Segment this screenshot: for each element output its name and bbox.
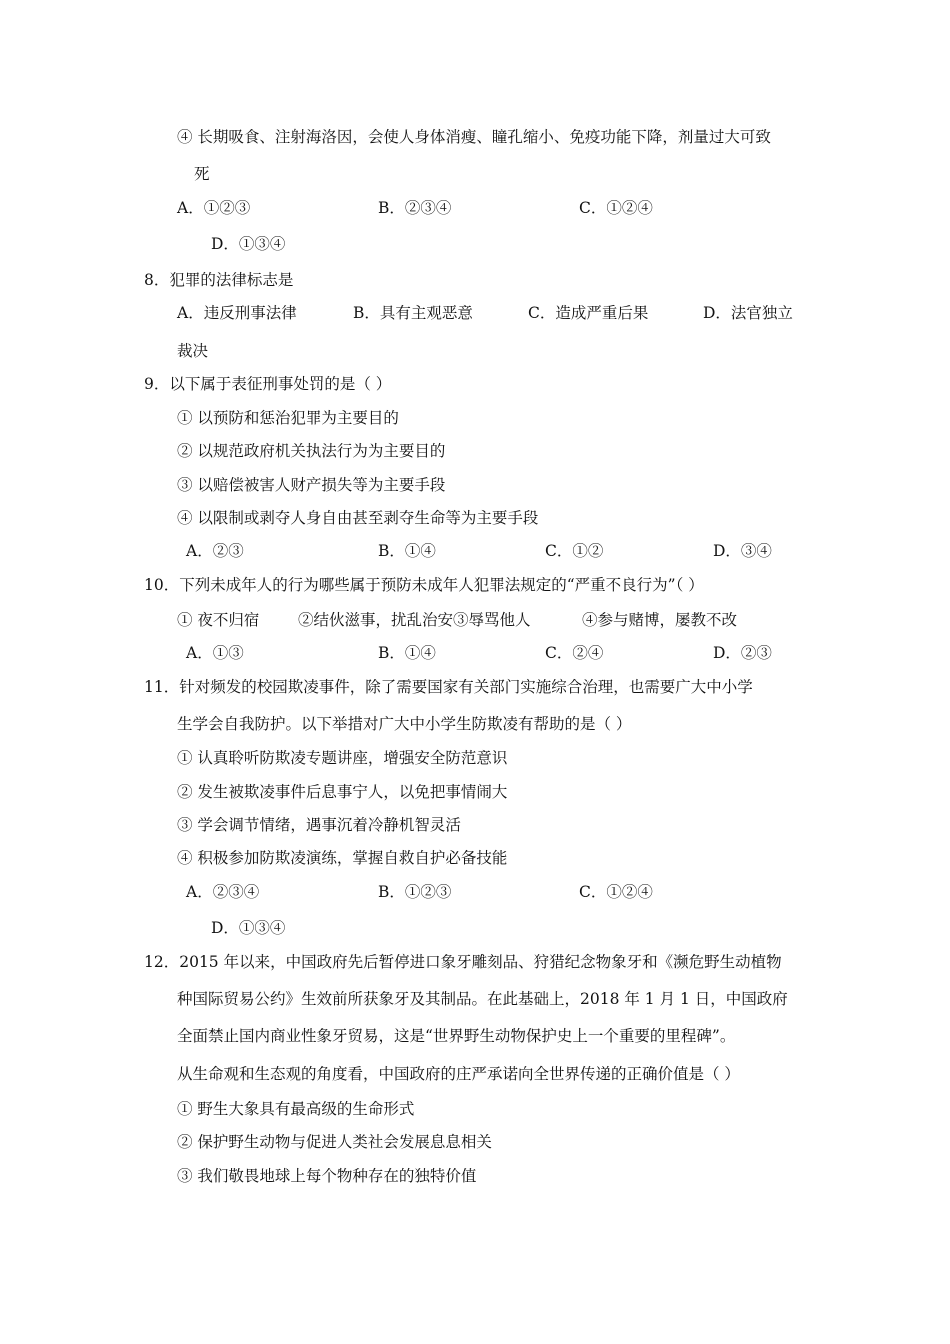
q7-statement-4-line1: ④ 长期吸食、注射海洛因，会使人身体消瘦、瞳孔缩小、免疫功能下降，剂量过大可致: [177, 128, 771, 146]
q10-option-b[interactable]: B．①④: [378, 644, 436, 662]
q12-statement-1: ① 野生大象具有最高级的生命形式: [177, 1100, 415, 1118]
q11-option-c[interactable]: C．①②④: [579, 883, 653, 901]
q8-option-a[interactable]: A．违反刑事法律: [177, 304, 297, 322]
q11-stem-line2: 生学会自我防护。以下举措对广大中小学生防欺凌有帮助的是（ ）: [177, 715, 632, 733]
q9-statement-4: ④ 以限制或剥夺人身自由甚至剥夺生命等为主要手段: [177, 509, 539, 527]
q10-statement-1: ① 夜不归宿: [177, 611, 260, 629]
q9-statement-3: ③ 以赔偿被害人财产损失等为主要手段: [177, 476, 446, 494]
q7-statement-4-line2: 死: [194, 165, 210, 183]
q10-statement-4: ④参与赌博，屡教不改: [582, 611, 738, 629]
q9-option-c[interactable]: C．①②: [545, 542, 604, 560]
q12-stem-line3: 全面禁止国内商业性象牙贸易，这是“世界野生动物保护史上一个重要的里程碑”。: [177, 1027, 736, 1045]
q8-option-d[interactable]: D．法官独立: [703, 304, 793, 322]
q12-statement-2: ② 保护野生动物与促进人类社会发展息息相关: [177, 1133, 492, 1151]
q9-statement-2: ② 以规范政府机关执法行为为主要目的: [177, 442, 446, 460]
q11-option-a[interactable]: A．②③④: [186, 883, 260, 901]
q9-stem: 9．以下属于表征刑事处罚的是（ ）: [144, 375, 392, 393]
q11-statement-4: ④ 积极参加防欺凌演练，掌握自救自护必备技能: [177, 849, 508, 867]
q12-stem-line4: 从生命观和生态观的角度看，中国政府的庄严承诺向全世界传递的正确价值是（ ）: [177, 1065, 740, 1083]
q10-stem: 10．下列未成年人的行为哪些属于预防未成年人犯罪法规定的“严重不良行为”（ ）: [144, 576, 704, 594]
q7-option-c[interactable]: C．①②④: [579, 199, 653, 217]
q10-option-c[interactable]: C．②④: [545, 644, 604, 662]
q9-option-b[interactable]: B．①④: [378, 542, 436, 560]
q11-statement-2: ② 发生被欺凌事件后息事宁人，以免把事情闹大: [177, 783, 508, 801]
q12-stem-line1: 12．2015 年以来，中国政府先后暂停进口象牙雕刻品、狩猎纪念物象牙和《濒危野生动植物: [144, 953, 782, 971]
q11-option-d[interactable]: D．①③④: [211, 919, 286, 937]
q8-option-c[interactable]: C．造成严重后果: [528, 304, 649, 322]
q12-stem-line2: 种国际贸易公约》生效前所获象牙及其制品。在此基础上，2018 年 1 月 1 日，中国政府: [177, 990, 788, 1008]
q11-statement-3: ③ 学会调节情绪，遇事沉着冷静机智灵活: [177, 816, 461, 834]
q7-option-d[interactable]: D．①③④: [211, 235, 286, 253]
q10-option-a[interactable]: A．①③: [186, 644, 244, 662]
q9-option-a[interactable]: A．②③: [186, 542, 244, 560]
q11-stem-line1: 11．针对频发的校园欺凌事件，除了需要国家有关部门实施综合治理，也需要广大中小学: [144, 678, 753, 696]
q9-option-d[interactable]: D．③④: [713, 542, 772, 560]
q10-option-d[interactable]: D．②③: [713, 644, 772, 662]
q7-option-a[interactable]: A．①②③: [177, 199, 251, 217]
q8-option-b[interactable]: B．具有主观恶意: [353, 304, 473, 322]
q11-statement-1: ① 认真聆听防欺凌专题讲座，增强安全防范意识: [177, 749, 508, 767]
q12-statement-3: ③ 我们敬畏地球上每个物种存在的独特价值: [177, 1167, 477, 1185]
q8-option-d-continued: 裁决: [177, 342, 209, 360]
q10-statement-2-3: ②结伙滋事，扰乱治安③辱骂他人: [298, 611, 531, 629]
q8-stem: 8．犯罪的法律标志是: [144, 271, 294, 289]
q7-option-b[interactable]: B．②③④: [378, 199, 452, 217]
q9-statement-1: ① 以预防和惩治犯罪为主要目的: [177, 409, 399, 427]
q11-option-b[interactable]: B．①②③: [378, 883, 452, 901]
